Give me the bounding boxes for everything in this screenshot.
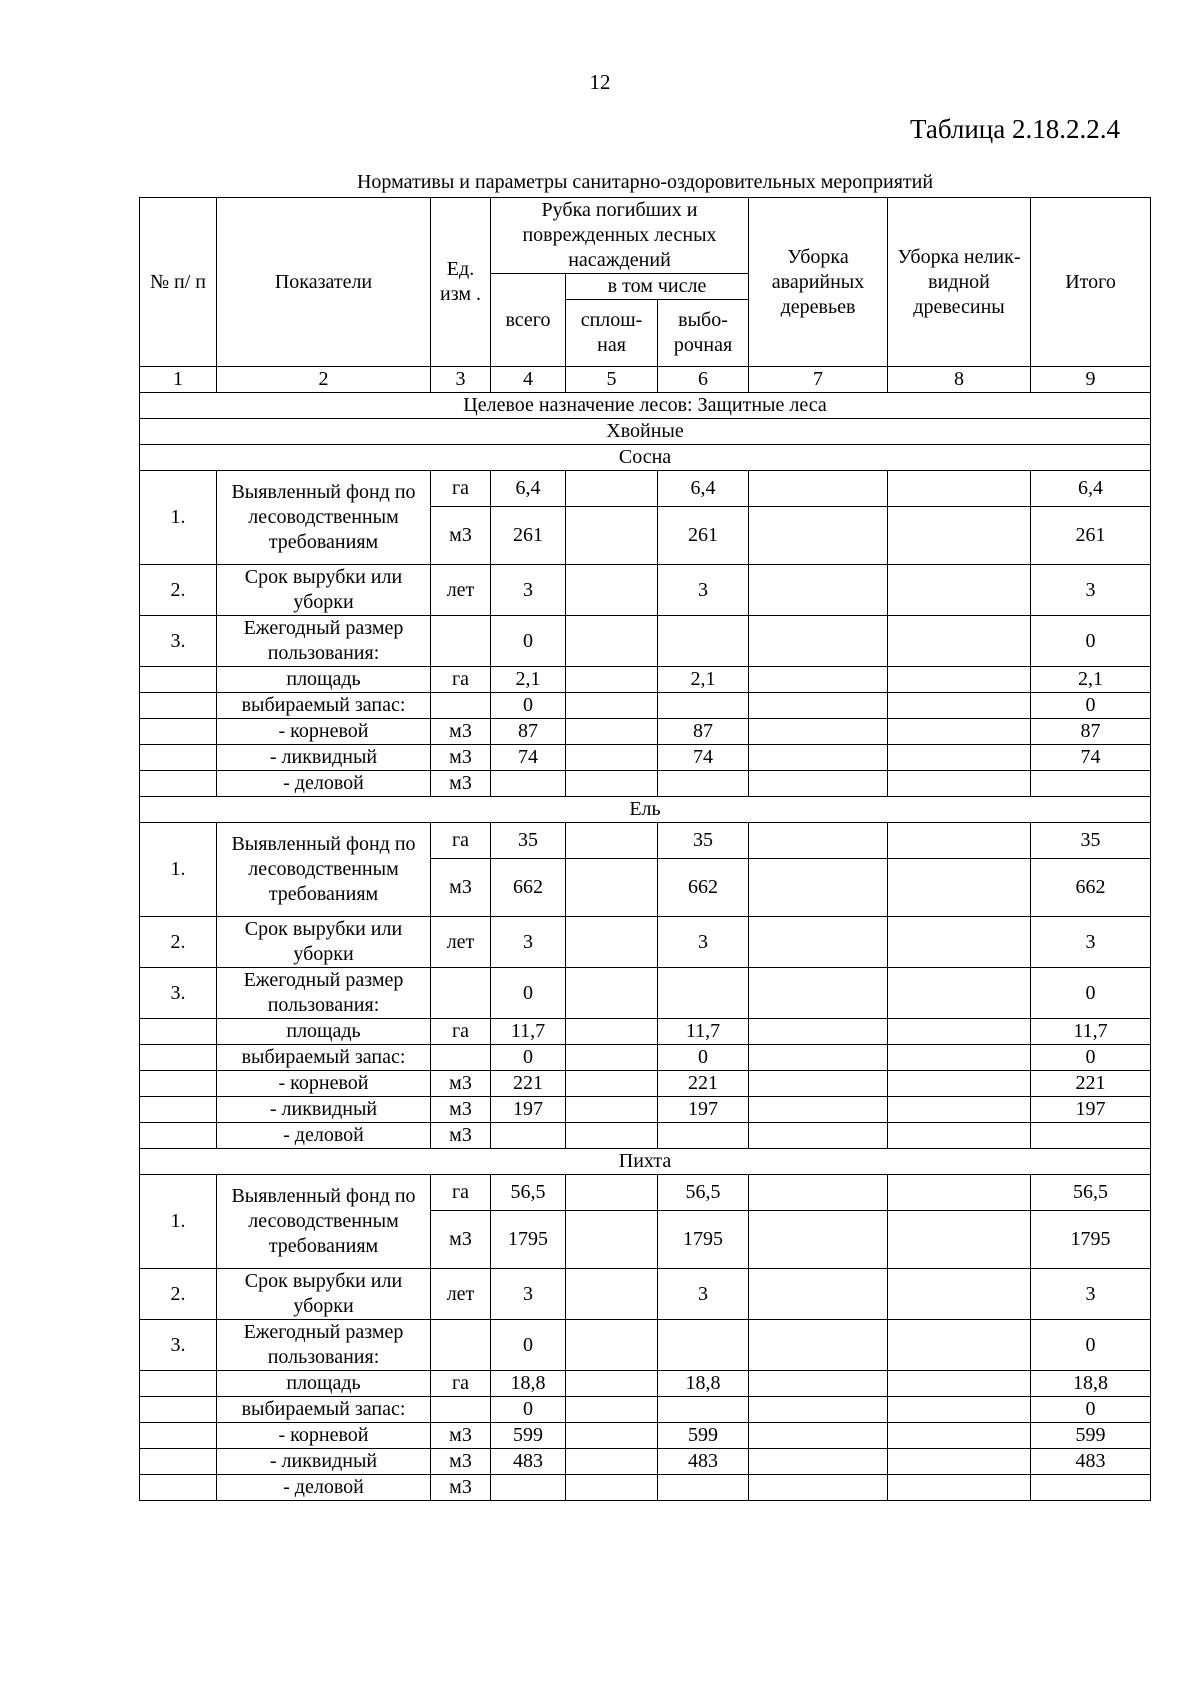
species-label-row [140, 1149, 1151, 1175]
cell-clear [566, 616, 658, 667]
row-unit: м3 [431, 745, 491, 771]
cell-selective: 261 [658, 507, 749, 565]
row-label: выбираемый запас: [217, 1397, 431, 1423]
row-number [140, 667, 217, 693]
header-including: в том числе [566, 274, 749, 300]
row-unit: м3 [431, 1123, 491, 1149]
cell-clear [566, 771, 658, 797]
cell-illiquid [888, 616, 1031, 667]
row-label: площадь [217, 1371, 431, 1397]
row-number [140, 1019, 217, 1045]
cell-total: 3 [491, 565, 566, 616]
cell-illiquid [888, 1019, 1031, 1045]
cell-selective [658, 1475, 749, 1501]
cell-total: 0 [491, 968, 566, 1019]
cell-illiquid [888, 917, 1031, 968]
cell-selective: 35 [658, 823, 749, 859]
norms-table [139, 197, 1151, 1501]
cell-itogo: 221 [1031, 1071, 1151, 1097]
row-label: - корневой [217, 1423, 431, 1449]
cell-fallen [749, 745, 888, 771]
column-numbers [140, 367, 1151, 393]
cell-selective [658, 1123, 749, 1149]
cell-illiquid [888, 719, 1031, 745]
row-label: - деловой [217, 1123, 431, 1149]
column-number: 3 [431, 367, 491, 393]
cell-illiquid [888, 859, 1031, 917]
table-row [140, 1071, 1151, 1097]
table-row [140, 565, 1151, 616]
row-label: - ликвидный [217, 745, 431, 771]
cell-clear [566, 1211, 658, 1269]
row-number: 1. [140, 471, 217, 565]
row-unit: м3 [431, 507, 491, 565]
cell-total: 3 [491, 1269, 566, 1320]
cell-total [491, 771, 566, 797]
column-number: 8 [888, 367, 1031, 393]
cell-total: 11,7 [491, 1019, 566, 1045]
cell-total: 0 [491, 1397, 566, 1423]
table-row [140, 616, 1151, 667]
cell-total: 56,5 [491, 1175, 566, 1211]
row-unit: м3 [431, 1071, 491, 1097]
purpose-label: Целевое назначение лесов: Защитные леса [140, 393, 1151, 419]
header-num: № п/ п [140, 198, 217, 367]
cell-selective: 87 [658, 719, 749, 745]
row-unit [431, 1397, 491, 1423]
table-row [140, 1320, 1151, 1371]
cell-itogo: 3 [1031, 917, 1151, 968]
column-number: 1 [140, 367, 217, 393]
row-unit: м3 [431, 1423, 491, 1449]
header-unit: Ед. изм . [431, 198, 491, 367]
table-body [140, 393, 1151, 1501]
row-unit: м3 [431, 859, 491, 917]
cell-selective: 3 [658, 917, 749, 968]
row-label: - корневой [217, 1071, 431, 1097]
cell-illiquid [888, 1423, 1031, 1449]
header-selective-cut: выбо- рочная [658, 300, 749, 367]
cell-fallen [749, 1045, 888, 1071]
cell-fallen [749, 1371, 888, 1397]
row-unit [431, 1320, 491, 1371]
row-label: Срок вырубки или уборки [217, 917, 431, 968]
row-number [140, 1449, 217, 1475]
header-itogo: Итого [1031, 198, 1151, 367]
cell-illiquid [888, 471, 1031, 507]
cell-itogo: 87 [1031, 719, 1151, 745]
column-number: 5 [566, 367, 658, 393]
row-number [140, 1071, 217, 1097]
cell-clear [566, 859, 658, 917]
header-fallen-trees: Уборка аварийных деревьев [749, 198, 888, 367]
cell-fallen [749, 667, 888, 693]
cell-clear [566, 667, 658, 693]
cell-total: 1795 [491, 1211, 566, 1269]
row-number: 1. [140, 1175, 217, 1269]
cell-total: 0 [491, 616, 566, 667]
row-unit: м3 [431, 771, 491, 797]
cell-total: 3 [491, 917, 566, 968]
cell-illiquid [888, 1123, 1031, 1149]
cell-total: 221 [491, 1071, 566, 1097]
cell-selective: 662 [658, 859, 749, 917]
cell-fallen [749, 1475, 888, 1501]
cell-illiquid [888, 1475, 1031, 1501]
row-label: Выявленный фонд по лесоводственным требованиям [217, 471, 431, 565]
column-number: 7 [749, 367, 888, 393]
table-caption: Нормативы и параметры санитарно-оздоровительных мероприятий [356, 171, 934, 193]
species-label: Ель [140, 797, 1151, 823]
cell-fallen [749, 823, 888, 859]
table-row [140, 1423, 1151, 1449]
cell-clear [566, 1449, 658, 1475]
cell-illiquid [888, 968, 1031, 1019]
cell-fallen [749, 1449, 888, 1475]
row-unit: м3 [431, 1211, 491, 1269]
cell-fallen [749, 693, 888, 719]
table-id: Таблица 2.18.2.2.4 [910, 114, 1120, 144]
cell-clear [566, 823, 658, 859]
cell-itogo: 6,4 [1031, 471, 1151, 507]
row-label: Срок вырубки или уборки [217, 565, 431, 616]
cell-clear [566, 471, 658, 507]
row-unit: м3 [431, 1475, 491, 1501]
row-number [140, 1371, 217, 1397]
row-number: 2. [140, 1269, 217, 1320]
cell-clear [566, 1371, 658, 1397]
row-number: 3. [140, 1320, 217, 1371]
row-label: площадь [217, 1019, 431, 1045]
cell-illiquid [888, 1211, 1031, 1269]
row-unit [431, 693, 491, 719]
page-number: 12 [589, 70, 611, 94]
row-unit: лет [431, 917, 491, 968]
cell-selective [658, 771, 749, 797]
row-number: 1. [140, 823, 217, 917]
column-number: 6 [658, 367, 749, 393]
cell-total: 483 [491, 1449, 566, 1475]
row-number: 3. [140, 616, 217, 667]
table-row [140, 1097, 1151, 1123]
cell-selective [658, 968, 749, 1019]
cell-selective: 18,8 [658, 1371, 749, 1397]
cell-itogo: 3 [1031, 565, 1151, 616]
row-number [140, 745, 217, 771]
row-number [140, 771, 217, 797]
cell-itogo: 662 [1031, 859, 1151, 917]
cell-selective: 221 [658, 1071, 749, 1097]
purpose-label-row [140, 393, 1151, 419]
cell-clear [566, 565, 658, 616]
row-unit [431, 1045, 491, 1071]
table-row [140, 1045, 1151, 1071]
cell-itogo: 3 [1031, 1269, 1151, 1320]
row-label: - ликвидный [217, 1097, 431, 1123]
cell-total: 2,1 [491, 667, 566, 693]
row-label: Ежегодный размер пользования: [217, 1320, 431, 1371]
table-row [140, 1397, 1151, 1423]
column-numbers-row [140, 367, 1151, 393]
cell-selective: 1795 [658, 1211, 749, 1269]
column-number: 4 [491, 367, 566, 393]
cell-illiquid [888, 771, 1031, 797]
row-unit: га [431, 1019, 491, 1045]
cell-itogo: 0 [1031, 1320, 1151, 1371]
row-unit [431, 968, 491, 1019]
cell-clear [566, 1397, 658, 1423]
cell-itogo: 0 [1031, 693, 1151, 719]
row-label: - корневой [217, 719, 431, 745]
cell-clear [566, 1123, 658, 1149]
row-label: выбираемый запас: [217, 693, 431, 719]
row-unit: м3 [431, 1097, 491, 1123]
header-felling: Рубка погибших и поврежденных лесных насаждений [491, 198, 749, 274]
cell-illiquid [888, 1045, 1031, 1071]
header-illiquid-wood: Уборка нелик- видной древесины [888, 198, 1031, 367]
table-row [140, 1449, 1151, 1475]
cell-total: 261 [491, 507, 566, 565]
cell-itogo: 0 [1031, 1045, 1151, 1071]
cell-total: 599 [491, 1423, 566, 1449]
row-unit: га [431, 667, 491, 693]
cell-clear [566, 1071, 658, 1097]
cell-clear [566, 1475, 658, 1501]
cell-selective: 3 [658, 565, 749, 616]
cell-clear [566, 1097, 658, 1123]
cell-illiquid [888, 693, 1031, 719]
cell-fallen [749, 1097, 888, 1123]
row-number [140, 1423, 217, 1449]
cell-fallen [749, 1019, 888, 1045]
cell-illiquid [888, 745, 1031, 771]
table-row [140, 745, 1151, 771]
cell-fallen [749, 616, 888, 667]
row-unit: га [431, 1371, 491, 1397]
table-row [140, 1269, 1151, 1320]
cell-clear [566, 507, 658, 565]
row-label: - деловой [217, 771, 431, 797]
cell-itogo: 74 [1031, 745, 1151, 771]
cell-selective: 3 [658, 1269, 749, 1320]
row-label: Выявленный фонд по лесоводственным требованиям [217, 823, 431, 917]
cell-total: 662 [491, 859, 566, 917]
cell-itogo: 35 [1031, 823, 1151, 859]
cell-total: 18,8 [491, 1371, 566, 1397]
cell-total [491, 1123, 566, 1149]
header-indicators: Показатели [217, 198, 431, 367]
cell-total: 35 [491, 823, 566, 859]
table-row [140, 719, 1151, 745]
species-label: Пихта [140, 1149, 1151, 1175]
cell-clear [566, 1175, 658, 1211]
cell-total: 0 [491, 693, 566, 719]
table-row [140, 1123, 1151, 1149]
cell-selective [658, 1397, 749, 1423]
row-unit: м3 [431, 1449, 491, 1475]
row-label: Срок вырубки или уборки [217, 1269, 431, 1320]
row-label: Выявленный фонд по лесоводственным требованиям [217, 1175, 431, 1269]
cell-itogo: 0 [1031, 616, 1151, 667]
species-label-row [140, 445, 1151, 471]
cell-itogo: 261 [1031, 507, 1151, 565]
cell-total: 87 [491, 719, 566, 745]
cell-illiquid [888, 1071, 1031, 1097]
cell-illiquid [888, 1269, 1031, 1320]
cell-clear [566, 693, 658, 719]
species-label: Сосна [140, 445, 1151, 471]
row-label: Ежегодный размер пользования: [217, 616, 431, 667]
column-number: 2 [217, 367, 431, 393]
cell-itogo: 2,1 [1031, 667, 1151, 693]
cell-fallen [749, 859, 888, 917]
cell-clear [566, 1320, 658, 1371]
cell-itogo: 599 [1031, 1423, 1151, 1449]
cell-fallen [749, 1397, 888, 1423]
group-label: Хвойные [140, 419, 1151, 445]
cell-fallen [749, 1320, 888, 1371]
cell-fallen [749, 1211, 888, 1269]
row-label: - деловой [217, 1475, 431, 1501]
cell-selective [658, 1320, 749, 1371]
cell-fallen [749, 1175, 888, 1211]
cell-illiquid [888, 1449, 1031, 1475]
row-label: - ликвидный [217, 1449, 431, 1475]
table-row [140, 1175, 1151, 1211]
cell-selective: 0 [658, 1045, 749, 1071]
cell-illiquid [888, 1175, 1031, 1211]
cell-illiquid [888, 823, 1031, 859]
cell-itogo [1031, 1123, 1151, 1149]
table-row [140, 1475, 1151, 1501]
cell-total: 6,4 [491, 471, 566, 507]
row-number [140, 1475, 217, 1501]
cell-clear [566, 968, 658, 1019]
row-label: Ежегодный размер пользования: [217, 968, 431, 1019]
table-row [140, 693, 1151, 719]
row-unit: м3 [431, 719, 491, 745]
row-unit: лет [431, 565, 491, 616]
row-number [140, 1097, 217, 1123]
table-row [140, 968, 1151, 1019]
cell-illiquid [888, 1320, 1031, 1371]
row-unit: га [431, 1175, 491, 1211]
column-number: 9 [1031, 367, 1151, 393]
table-row [140, 667, 1151, 693]
cell-selective: 483 [658, 1449, 749, 1475]
table-row [140, 1019, 1151, 1045]
cell-selective: 56,5 [658, 1175, 749, 1211]
cell-clear [566, 1423, 658, 1449]
row-unit: га [431, 471, 491, 507]
table-row [140, 917, 1151, 968]
cell-total: 0 [491, 1320, 566, 1371]
cell-itogo: 0 [1031, 1397, 1151, 1423]
row-unit [431, 616, 491, 667]
cell-fallen [749, 1423, 888, 1449]
row-number [140, 1045, 217, 1071]
cell-itogo: 18,8 [1031, 1371, 1151, 1397]
cell-itogo [1031, 771, 1151, 797]
cell-clear [566, 745, 658, 771]
row-label: площадь [217, 667, 431, 693]
row-number [140, 693, 217, 719]
row-number [140, 1397, 217, 1423]
cell-itogo [1031, 1475, 1151, 1501]
cell-total: 74 [491, 745, 566, 771]
row-number: 3. [140, 968, 217, 1019]
row-label: выбираемый запас: [217, 1045, 431, 1071]
cell-clear [566, 917, 658, 968]
cell-selective: 197 [658, 1097, 749, 1123]
cell-total [491, 1475, 566, 1501]
row-number: 2. [140, 917, 217, 968]
cell-illiquid [888, 1097, 1031, 1123]
cell-illiquid [888, 1397, 1031, 1423]
cell-illiquid [888, 565, 1031, 616]
cell-itogo: 1795 [1031, 1211, 1151, 1269]
cell-clear [566, 1019, 658, 1045]
cell-fallen [749, 968, 888, 1019]
cell-fallen [749, 771, 888, 797]
cell-itogo: 11,7 [1031, 1019, 1151, 1045]
row-number: 2. [140, 565, 217, 616]
table-row [140, 771, 1151, 797]
cell-clear [566, 1045, 658, 1071]
cell-total: 0 [491, 1045, 566, 1071]
cell-fallen [749, 917, 888, 968]
cell-fallen [749, 565, 888, 616]
table-row [140, 471, 1151, 507]
cell-clear [566, 1269, 658, 1320]
cell-fallen [749, 1071, 888, 1097]
row-number [140, 1123, 217, 1149]
cell-selective: 6,4 [658, 471, 749, 507]
row-number [140, 719, 217, 745]
cell-illiquid [888, 667, 1031, 693]
cell-selective [658, 616, 749, 667]
cell-selective: 599 [658, 1423, 749, 1449]
cell-itogo: 197 [1031, 1097, 1151, 1123]
header-total: всего [491, 274, 566, 367]
cell-itogo: 56,5 [1031, 1175, 1151, 1211]
cell-fallen [749, 471, 888, 507]
group-label-row [140, 419, 1151, 445]
cell-itogo: 0 [1031, 968, 1151, 1019]
cell-selective: 11,7 [658, 1019, 749, 1045]
row-unit: га [431, 823, 491, 859]
cell-total: 197 [491, 1097, 566, 1123]
table-row [140, 1371, 1151, 1397]
cell-fallen [749, 507, 888, 565]
cell-fallen [749, 719, 888, 745]
row-unit: лет [431, 1269, 491, 1320]
cell-fallen [749, 1123, 888, 1149]
cell-selective: 74 [658, 745, 749, 771]
cell-selective [658, 693, 749, 719]
cell-selective: 2,1 [658, 667, 749, 693]
header-clear-cut: сплош- ная [566, 300, 658, 367]
table-row [140, 823, 1151, 859]
cell-illiquid [888, 1371, 1031, 1397]
cell-fallen [749, 1269, 888, 1320]
species-label-row [140, 797, 1151, 823]
cell-itogo: 483 [1031, 1449, 1151, 1475]
cell-illiquid [888, 507, 1031, 565]
cell-clear [566, 719, 658, 745]
